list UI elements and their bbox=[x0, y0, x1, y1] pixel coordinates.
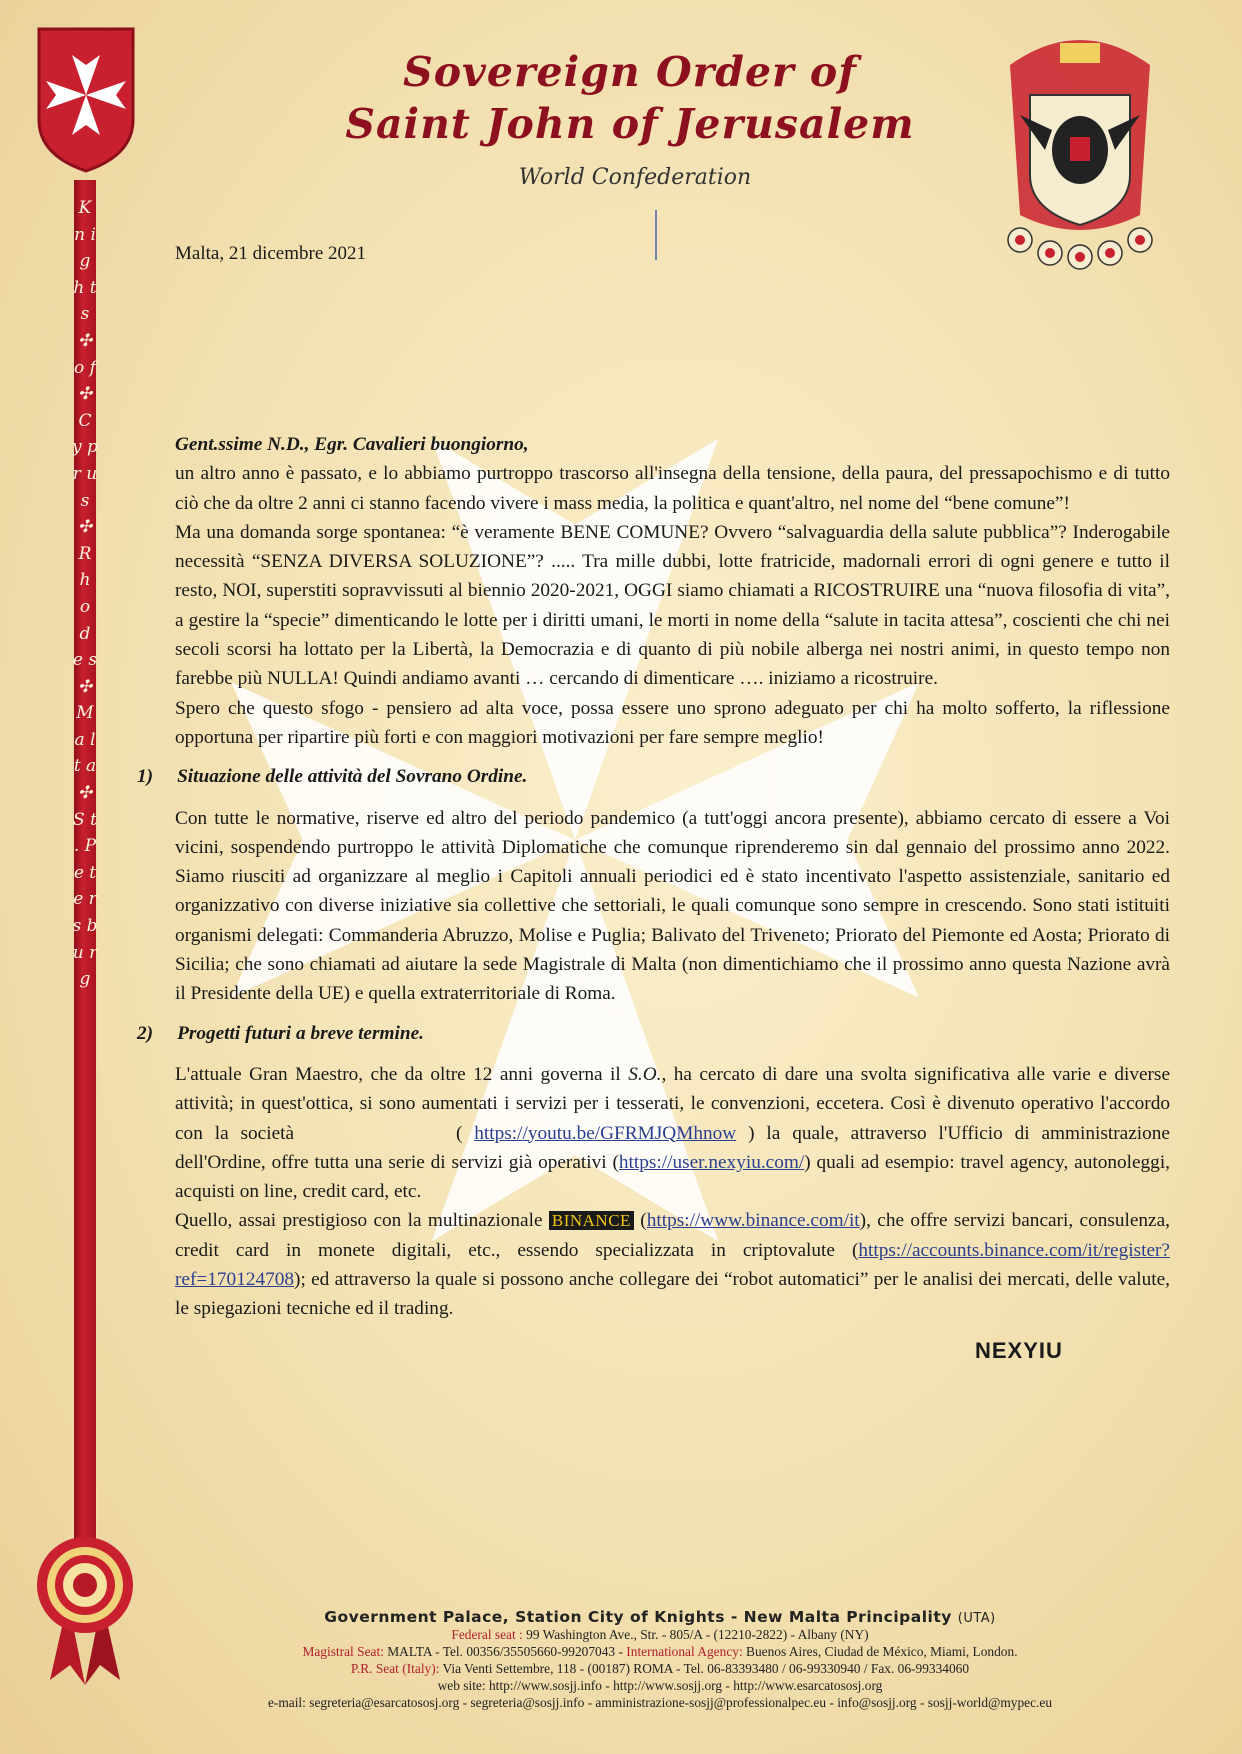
section-2-number: 2) bbox=[137, 1022, 154, 1044]
order-title-line1: Sovereign Order of bbox=[403, 48, 857, 96]
footer-federal-seat: Federal seat : 99 Washington Ave., Str. - 805/A - (12210-2822) - Albany (NY) bbox=[451, 1627, 869, 1642]
binance-logo: BINANCE bbox=[549, 1211, 634, 1230]
section-2-paragraph-a: L'attuale Gran Maestro, che da oltre 12 anni governa il S.O., ha cercato di dare una svolta significativa alle varie e diverse attività; in quest'ottica, si sono aumentati i servizi per i tesserati, le convenzioni, eccetera. Così è divenuto operativo l'accordo con la società ( https://youtu.be/GFRMJQMhnow ) la quale, attraverso l'Ufficio di amministrazione dell'Ordine, offre tutta una serie di servizi già operativi (https://user.nexyiu.com/) quali ad esempio: travel agency, autonoleggi, acquisti on line, credit card, etc. bbox=[175, 1063, 1170, 1203]
section-1-title: Situazione delle attività del Sovrano Ordine. bbox=[177, 766, 528, 788]
footer-pr-seat: P.R. Seat (Italy): Via Venti Settembre, 118 - (00187) ROMA - Tel. 06-83393480 / 06-99330940 / Fax. 06-99334060 bbox=[350, 1661, 970, 1676]
section-1-heading bbox=[137, 762, 1170, 791]
letter-greeting: Gent.ssime N.D., Egr. Cavalieri buongiorno, bbox=[175, 434, 529, 455]
letter-body bbox=[137, 430, 1170, 1324]
footer-email-addresses[interactable]: segreteria@esarcatososj.org - segreteria@sosjj.info - amministrazione-sosjj@professionalpec.eu - info@sosjj.org - sosjj-world@mypec.eu bbox=[309, 1695, 1053, 1710]
section-1-number: 1) bbox=[137, 766, 154, 788]
order-subtitle: World Confederation bbox=[518, 165, 752, 190]
section-2-heading bbox=[137, 1019, 1170, 1048]
footer-magistral-seat: Magistral Seat: MALTA - Tel. 00356/35505660-99207043 - International Agency: Buenos Aires, Ciudad de México, Miami, London. bbox=[302, 1644, 1018, 1659]
footer-headline: Government Palace, Station City of Knights - New Malta Principality (UTA) bbox=[324, 1608, 996, 1626]
coat-of-arms-icon bbox=[990, 25, 1170, 295]
letter-footer bbox=[120, 1608, 1200, 1711]
paragraph-question: Ma una domanda sorge spontanea: “è veramente BENE COMUNE? Ovvero “salvaguardia della salute pubblica”? Inderogabile necessità “SENZA DIVERSA SOLUZIONE”? ..... Tra mille dubbi, lotte fratricide, madornali errori di ogni genere e tutto il resto, NOI, superstiti sopravvissuti al biennio 2020-2021, OGGI siamo chiamati a RICOSTRUIRE una “nuova filosofia di vita”, a gestire la “specie” dimenticando le lotte per i diritti umani, le morti in nome della “salute in tacita attesa”, coscienti che chi nei secoli scorsi ha lottato per la Libertà, la Democrazia e di quanto di più nobile alberga nei nostri animi, in questo tempo non farebbe più NULLA! Quindi andiamo avanti … cercando di dimenticare …. iniziamo a ricostruire. bbox=[175, 521, 1170, 690]
section-2-title: Progetti futuri a breve termine. bbox=[177, 1022, 424, 1044]
maltese-shield-icon bbox=[35, 25, 137, 175]
footer-web: web site: http://www.sosjj.info - http://www.sosjj.org - http://www.esarcatososj.org bbox=[437, 1678, 883, 1693]
paragraph-intro: un altro anno è passato, e lo abbiamo purtroppo trascorso all'insegna della tensione, della paura, del pressapochismo e di tutto ciò che da oltre 2 anni ci stanno facendo vivere i mass media, la politica e quant'altro, nel nome del “bene comune”! bbox=[175, 463, 1170, 514]
marker-line bbox=[655, 210, 657, 260]
nexyiu-link[interactable]: https://user.nexyiu.com/ bbox=[618, 1151, 805, 1173]
footer-email: e-mail: segreteria@esarcatososj.org - segreteria@sosjj.info - amministrazione-sosjj@professionalpec.eu - info@sosjj.org - sosjj-world@mypec.eu bbox=[267, 1695, 1053, 1710]
paragraph-hope: Spero che questo sfogo - pensiero ad alta voce, possa essere uno sprono adeguato per chi ha molto sofferto, la riflessione opportuna per ripartire più forti e con maggiori motivazioni per fare sempre meglio! bbox=[175, 697, 1170, 748]
section-2-paragraph-b: Quello, assai prestigioso con la multinazionale BINANCE (https://www.binance.com/it), che offre servizi bancari, consulenza, credit card in monete digitali, etc., essendo specializzata in criptovalute (https://accounts.binance.com/it/register?ref=170124708); ed attraverso la quale si possono anche collegare dei “robot automatici” per le analisi dei mercati, delle valute, le spiegazioni tecniche ed il trading. bbox=[175, 1210, 1170, 1320]
letter-date: Malta, 21 dicembre 2021 bbox=[175, 243, 367, 264]
order-title-line2: Saint John of Jerusalem bbox=[345, 100, 915, 148]
binance-register-link[interactable]: https://accounts.binance.com/it/register?ref=170124708 bbox=[175, 1239, 1170, 1291]
footer-web-links[interactable]: http://www.sosjj.info - http://www.sosjj.org - http://www.esarcatososj.org bbox=[488, 1678, 883, 1693]
ribbon-motto: K n i g h t s ✣ o f ✣ C y p r u s ✣ R h o d e s ✣ M a l t a ✣ S t . P e t e r s b u r g bbox=[72, 198, 98, 990]
binance-link[interactable]: https://www.binance.com/it bbox=[646, 1210, 860, 1232]
section-1-paragraph: Con tutte le normative, riserve ed altro del periodo pandemico (a tutt'oggi ancora presente), abbiamo cercato di essere a Voi vicini, sospendendo purtroppo le attività Diplomatiche che comunque riprenderemo sin dal gennaio del prossimo anno 2022. Siamo riusciti ad organizzare al meglio i Capitoli annuali periodici ed è stato incentivato l'aspetto assistenziale, sanitario ed organizzativo con diverse iniziative sia collettive che settoriali, le quali comunque sono sempre in crescendo. Sono stati istituiti organismi delegati: Commanderia Abruzzo, Molise e Puglia; Balivato del Triveneto; Priorato del Piemonte ed Aosta; Priorato di Sicilia; che sono chiamati ad aiutare la sede Magistrale di Malta (non dimentichiamo che il prossimo anno questa Nazione avrà il Presidente della UE) e quella extraterritoriale di Roma. bbox=[175, 807, 1170, 1005]
nexyiu-logo: NEXYIU bbox=[975, 1338, 1063, 1363]
youtube-link[interactable]: https://youtu.be/GFRMJQMhnow bbox=[474, 1122, 737, 1144]
